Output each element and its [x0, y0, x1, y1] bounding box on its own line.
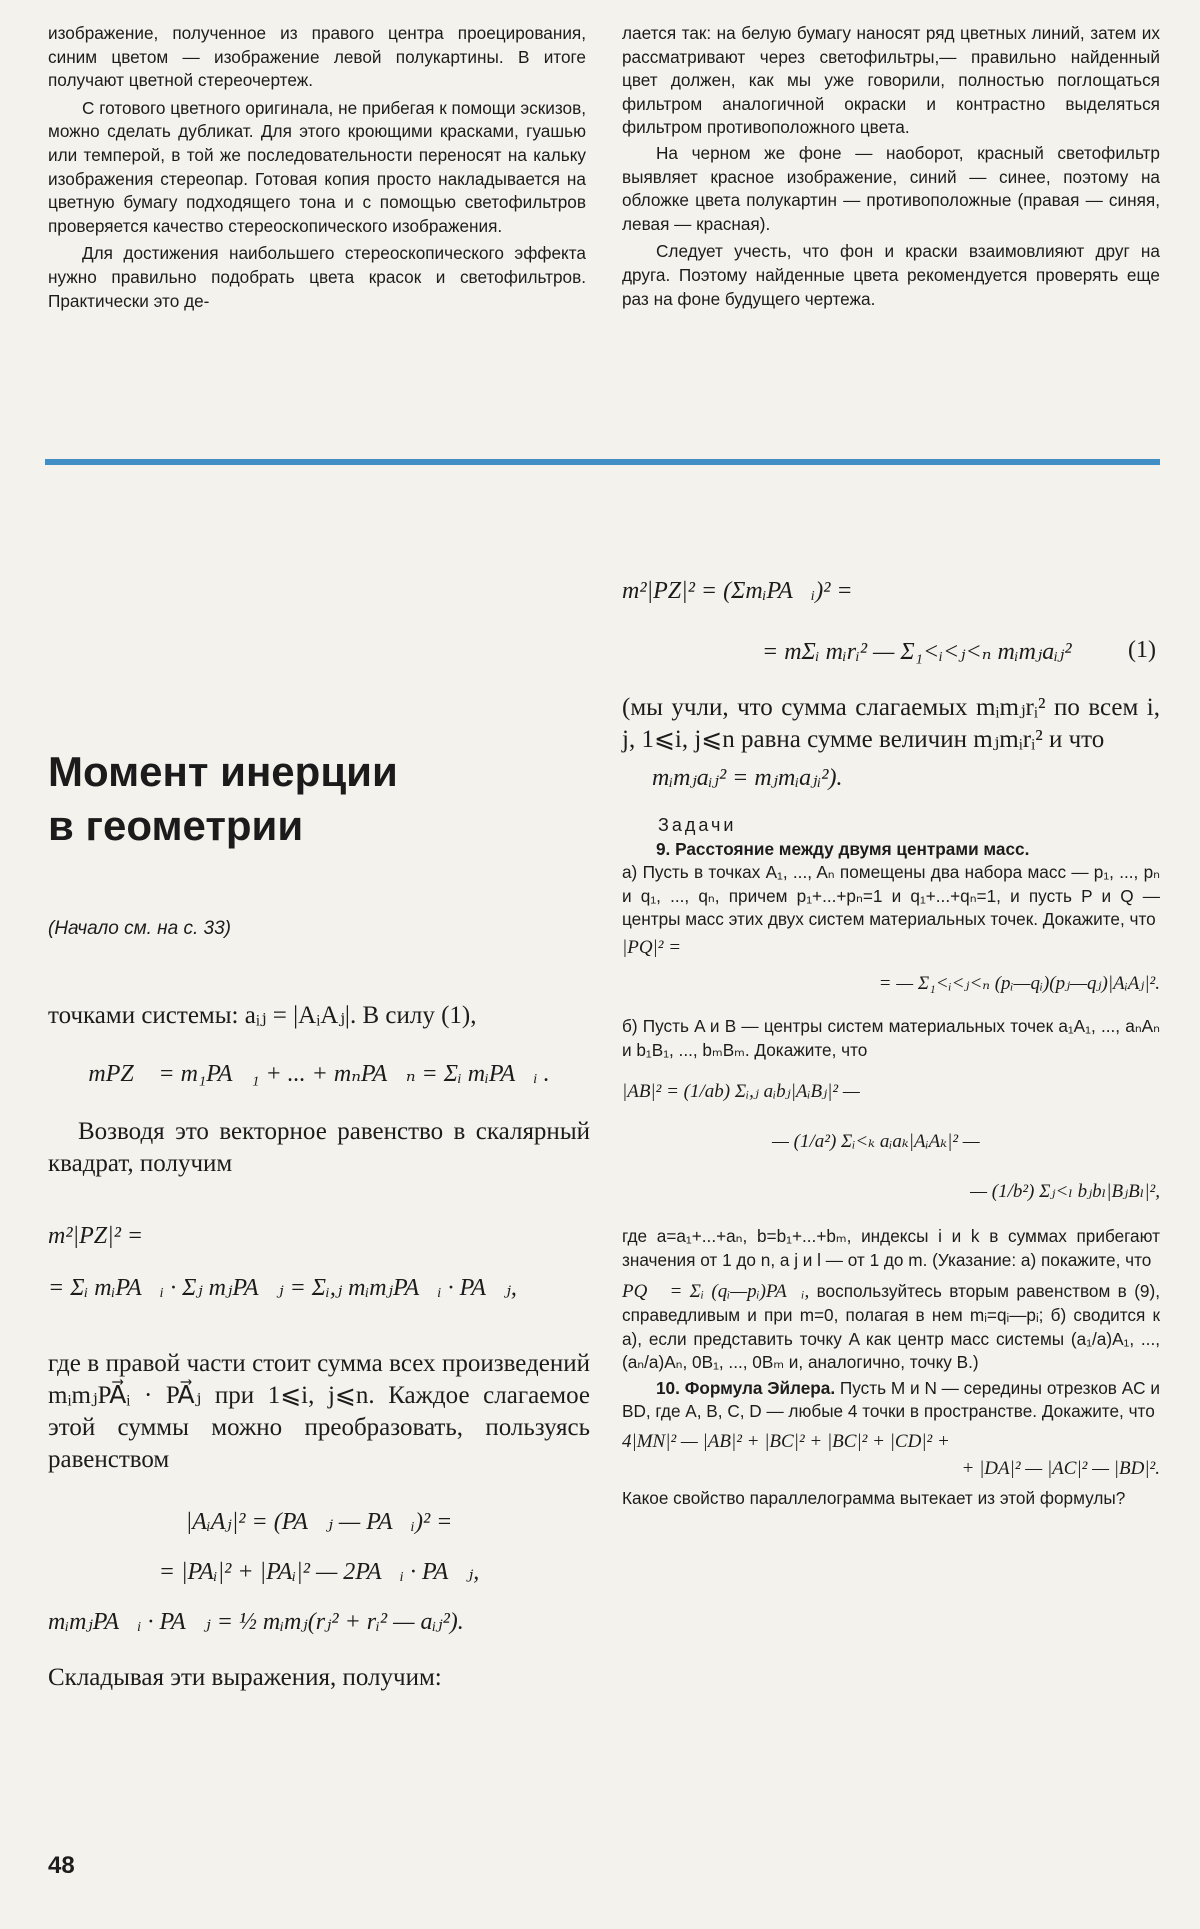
task-10-title: 10. Формула Эйлера. — [656, 1377, 836, 1398]
formula-pq-a: |PQ|² = — [622, 936, 682, 958]
page-number: 48 — [48, 1852, 75, 1879]
task-10-text: Пусть M и N — середины отрезков AC и BD, где A, B, C, D — любые 4 точки в пространстве. Докажите, что — [622, 1377, 1160, 1422]
formula-pq-b: = — Σ₁<ᵢ<ⱼ<ₙ (pᵢ—qᵢ)(pⱼ—qⱼ)|AᵢAⱼ|². — [878, 972, 1160, 994]
left-para-2: Возводя это векторное равенство в скалярный квадрат, получим — [48, 1118, 590, 1177]
equation-number-1: (1) — [1128, 637, 1156, 663]
formula-mpz: mPZ⃗ = m₁PA⃗₁ + ... + mₙPA⃗ₙ = Σᵢ mᵢPA⃗ᵢ . — [88, 1061, 550, 1087]
task-10 — [622, 1377, 1160, 1424]
left-para-1: точками системы: aᵢⱼ = |AᵢAⱼ|. В силу (1), — [48, 1002, 477, 1029]
task-10-question: Какое свойство параллелограмма вытекает из этой формулы? — [622, 1488, 1126, 1509]
formula-aij-symmetry: mᵢmⱼaᵢⱼ² = mⱼmᵢaⱼᵢ²). — [652, 765, 843, 791]
formula-ab-a: |AB|² = (1/ab) Σᵢ,ⱼ aᵢbⱼ|AᵢBⱼ|² — — [622, 1081, 860, 1103]
formula-m2pz-b: = Σᵢ mᵢPA⃗ᵢ · Σⱼ mⱼPA⃗ⱼ = Σᵢ,ⱼ mᵢmⱼPA⃗ᵢ · PA⃗ⱼ, — [48, 1275, 517, 1301]
task-9c: где a=a₁+...+aₙ, b=b₁+...+bₘ, индексы i и k в суммах прибегают значения от 1 до n, а j и l — от 1 до m. (Указание: а) покажите, что — [622, 1226, 1160, 1270]
top-left-para-1: изображение, полученное из правого центра проецирования, синим цветом — изображение левой полукартины. В итоге получают цветной стереочертеж. — [48, 23, 586, 91]
article-left-column — [48, 1000, 590, 1694]
formula-aiaj-a: |AᵢAⱼ|² = (PA⃗ⱼ — PA⃗ᵢ)² = — [185, 1509, 453, 1535]
article-title — [48, 745, 398, 853]
formula-pq-vector: PQ⃗ = Σᵢ (qᵢ—pᵢ)PA⃗ᵢ, — [622, 1281, 810, 1303]
formula-euler-a: 4|MN|² — |AB|² + |BC|² + |BC|² + |CD|² + — [622, 1430, 950, 1452]
task-9-title: 9. Расстояние между двумя центрами масс. — [656, 838, 1030, 859]
formula-ab-b: — (1/a²) Σᵢ<ₖ aᵢaₖ|AᵢAₖ|² — — [772, 1130, 980, 1152]
top-left-para-2: С готового цветного оригинала, не прибегая к помощи эскизов, можно сделать дубликат. Для этого кроющими красками, гуашью или темперой, в той же последовательности переносят на кальку изображения стереопар. Готовая копия просто накладывается на цветную бумагу подходящего тона и с помощью светофильтров проверяется качество стереоскопического изображения. — [48, 97, 586, 236]
right-para-note: (мы учли, что сумма слагаемых mᵢmⱼrᵢ² по всем i, j, 1⩽i, j⩽n равна сумме величин mⱼmᵢrᵢ² и что — [622, 694, 1160, 753]
task-9d — [622, 1280, 1160, 1374]
article-title-line-2: в геометрии — [48, 802, 304, 849]
article-title-line-1: Момент инерции — [48, 748, 398, 795]
section-divider-rule — [45, 459, 1160, 465]
top-left-para-3: Для достижения наибольшего стереоскопического эффекта нужно правильно подобрать цвета красок и светофильтров. Практически это де- — [48, 243, 586, 311]
formula-m2pz-a: m²|PZ|² = — [48, 1223, 144, 1249]
top-right-para-1: лается так: на белую бумагу наносят ряд цветных линий, затем их рассматривают через светофильтры,— правильно найденный цвет должен, как мы уже говорили, полностью поглощаться фильтром аналогичной окраски и контрастно выделяться фильтром противоположного цвета. — [622, 23, 1160, 138]
top-right-column — [622, 22, 1160, 311]
top-left-column — [48, 22, 586, 313]
formula-aiaj-b: = |PAᵢ|² + |PAᵢ|² — 2PA⃗ᵢ · PA⃗ⱼ, — [158, 1559, 480, 1585]
article-right-column — [622, 578, 1160, 1511]
left-para-3: где в правой части стоит сумма всех произведений mᵢmⱼPA⃗ᵢ · PA⃗ⱼ при 1⩽i, j⩽n. Каждое слагаемое этой суммы можно преобразовать, пользуясь равенством — [48, 1350, 590, 1473]
left-para-4: Складывая эти выражения, получим: — [48, 1664, 442, 1691]
formula-eq1-b: = mΣᵢ mᵢrᵢ² — Σ₁<ᵢ<ⱼ<ₙ mᵢmⱼaᵢⱼ² — [762, 639, 1072, 665]
top-right-para-3: Следует учесть, что фон и краски взаимовлияют друг на друга. Поэтому найденные цвета рекомендуется проверять еще раз на фоне будущего чертежа. — [622, 241, 1160, 309]
formula-mimj: mᵢmⱼPA⃗ᵢ · PA⃗ⱼ = ½ mᵢmⱼ(rⱼ² + rᵢ² — aᵢⱼ²). — [48, 1609, 464, 1635]
continuation-note: (Начало см. на с. 33) — [48, 918, 231, 939]
tasks-heading: Задачи — [658, 815, 737, 835]
top-right-para-2: На черном же фоне — наоборот, красный светофильтр выявляет красное изображение, синий — синее, поэтому на обложке цвета полукартин — противоположные (правая — синяя, левая — красная). — [622, 142, 1160, 234]
task-9d-text: воспользуйтесь вторым равенством в (9), справедливым и при m=0, полагая в нем mᵢ=qᵢ—pᵢ; б) сводится к а), если представить точку A как центр масс системы (a₁/a)A₁, ..., (aₙ/a)Aₙ, 0B₁, ..., 0Bₘ и, аналогично, точку B.) — [622, 1281, 1160, 1373]
task-9a: а) Пусть в точках A₁, ..., Aₙ помещены два набора масс — p₁, ..., pₙ и q₁, ..., qₙ, причем p₁+...+pₙ=1 и q₁+...+qₙ=1, и пусть P и Q — центры масс этих двух систем материальных точек. Докажите, что — [622, 862, 1160, 930]
formula-euler-b: + |DA|² — |AC|² — |BD|². — [961, 1458, 1160, 1480]
formula-eq1-a: m²|PZ|² = (ΣmᵢPA⃗ᵢ)² = — [622, 578, 853, 604]
task-9b: б) Пусть A и B — центры систем материальных точек a₁A₁, ..., aₙAₙ и b₁B₁, ..., bₘBₘ. Докажите, что — [622, 1016, 1160, 1060]
formula-ab-c: — (1/b²) Σⱼ<ₗ bⱼbₗ|BⱼBₗ|², — [970, 1180, 1160, 1202]
